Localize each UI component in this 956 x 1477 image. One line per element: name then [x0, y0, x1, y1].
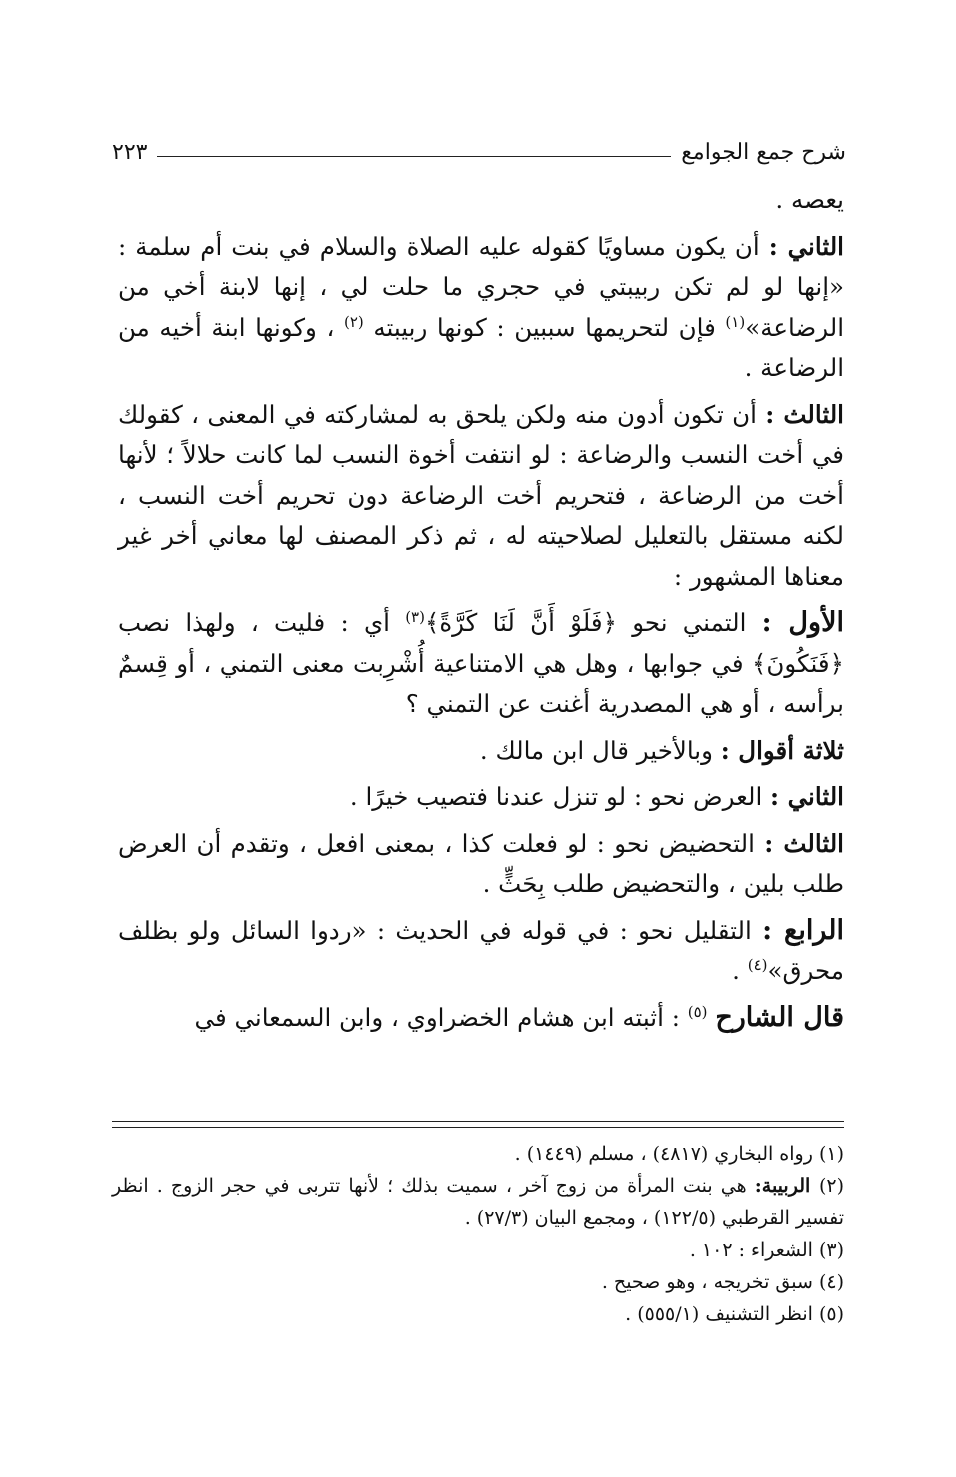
section-keyword: قال الشارح — [715, 1001, 844, 1033]
footnote-term: الربيبة: — [754, 1175, 819, 1197]
footnote-separator — [112, 1121, 844, 1128]
footnote-number: (٥) — [818, 1303, 844, 1325]
paragraph-text: أي : فليت ، ولهذا نصب — [118, 608, 406, 637]
footnote-text: رواه البخاري (٤٨١٧) ، مسلم (١٤٤٩) . — [514, 1143, 819, 1165]
footnote-item — [112, 1170, 844, 1234]
footnote-text: سبق تخريجه ، وهو صحيح . — [601, 1271, 819, 1293]
footnote-ref[interactable]: (٣) — [405, 607, 425, 626]
footnote-ref[interactable]: (١) — [725, 312, 746, 331]
footnote-item — [112, 1266, 844, 1298]
footnotes — [112, 1138, 844, 1330]
paragraph-third-meaning — [118, 824, 844, 905]
footnote-item — [112, 1298, 844, 1330]
paragraph-text: أن يكون مساويًا كقوله عليه الصلاة والسلام في بنت أم سلمة : «إنها لو لم تكن ربيبتي في حجري ما حلت لي ، إنها لابنة أخي من الرضاعة» — [118, 231, 845, 342]
paragraph-text: العرض نحو : لو تنزل عندنا فتصيب خيرًا . — [349, 782, 771, 811]
running-title: شرح جمع الجوامع — [681, 139, 846, 165]
footnote-text: انظر التشنيف (٥٥٥/١) . — [625, 1303, 819, 1325]
paragraph-text: أن تكون أدون منه ولكن يلحق به لمشاركته في المعنى ، كقولك في أخت النسب والرضاعة : لو انتفت أخوة النسب لما كانت حلالاً ؛ لأنها أخت من الرضاعة ، فتحريم أخت الرضاعة دون تحريم أخت النسب ، لكنه مستقل بالتعليل لصلاحيته له ، ثم ذكر المصنف لها معاني أخر غير معناها المشهور : — [118, 399, 844, 591]
paragraph-text: التمني نحو — [617, 608, 762, 637]
footnote-number: (٢) — [818, 1175, 844, 1197]
quran-quote: ﴿فَلَوْ أَنَّ لَنَا كَرَّةً﴾ — [424, 608, 617, 637]
paragraph-text: التحضيض نحو : لو فعلت كذا ، بمعنى افعل ، وتقدم أن العرض طلب بلين ، والتحضيض طلب بِحَثٍّ . — [118, 828, 844, 898]
footnote-text: هي بنت المرأة من زوج آخر ، سميت بذلك ؛ لأنها تتربى في حجر الزوج . انظر تفسير القرطبي (١٢٢/٥) ، ومجمع البيان (٢٧/٣) . — [112, 1175, 844, 1229]
paragraph-second — [118, 227, 844, 389]
footnote-number: (٣) — [818, 1239, 844, 1261]
paragraph-text: التقليل نحو : في قوله في الحديث : «ردوا السائل ولو بظلف محرق» — [118, 915, 844, 985]
quran-quote: ﴿فَنَكُونَ﴾ — [752, 648, 844, 678]
footnote-text: الشعراء : ١٠٢ . — [689, 1239, 819, 1261]
section-keyword: الثالث : — [765, 399, 844, 429]
section-keyword: الثالث : — [764, 828, 844, 858]
paragraph-fourth-meaning — [118, 911, 844, 992]
footnote-item — [112, 1138, 844, 1170]
footnote-number: (٤) — [818, 1271, 844, 1293]
paragraph-first-meaning — [118, 603, 844, 725]
running-header — [112, 132, 846, 172]
page-number: ٢٢٣ — [112, 139, 148, 165]
main-text — [118, 180, 844, 1044]
header-rule — [157, 156, 671, 157]
paragraph-three-opinions — [118, 731, 844, 772]
paragraph-text: فإن لتحريمها سببين : كونها ربيبته — [363, 312, 726, 342]
paragraph-text: في جوابها ، وهل هي الامتناعية أُشْرِبت معنى التمني ، أو قِسمٌ برأسه ، أو هي المصدرية أغنت عن التمني ؟ — [118, 648, 844, 718]
paragraph-text: . — [732, 956, 748, 985]
section-keyword: الأول : — [761, 607, 844, 638]
section-keyword: الثاني : — [768, 231, 844, 261]
section-keyword: الرابع : — [762, 914, 844, 946]
footnote-ref[interactable]: (٢) — [343, 312, 364, 331]
paragraph-commentator — [118, 998, 844, 1039]
paragraph-text: وبالأخير قال ابن مالك . — [479, 735, 721, 765]
paragraph-text: يعصه . — [775, 185, 844, 214]
section-keyword: الثاني : — [770, 782, 844, 811]
paragraph-continuation — [118, 180, 844, 221]
paragraph-third — [118, 395, 844, 598]
footnote-ref[interactable]: (٤) — [747, 955, 768, 974]
paragraph-text: : أثبته ابن هشام الخضراوي ، وابن السمعاني في — [194, 1002, 688, 1032]
paragraph-second-meaning — [118, 777, 844, 818]
footnote-number: (١) — [818, 1143, 844, 1165]
footnote-item — [112, 1234, 844, 1266]
paragraph-text: ، وكونها ابنة أخيه من الرضاعة . — [118, 312, 844, 382]
footnote-ref[interactable]: (٥) — [687, 1002, 708, 1021]
section-keyword: ثلاثة أقوال : — [720, 735, 844, 765]
